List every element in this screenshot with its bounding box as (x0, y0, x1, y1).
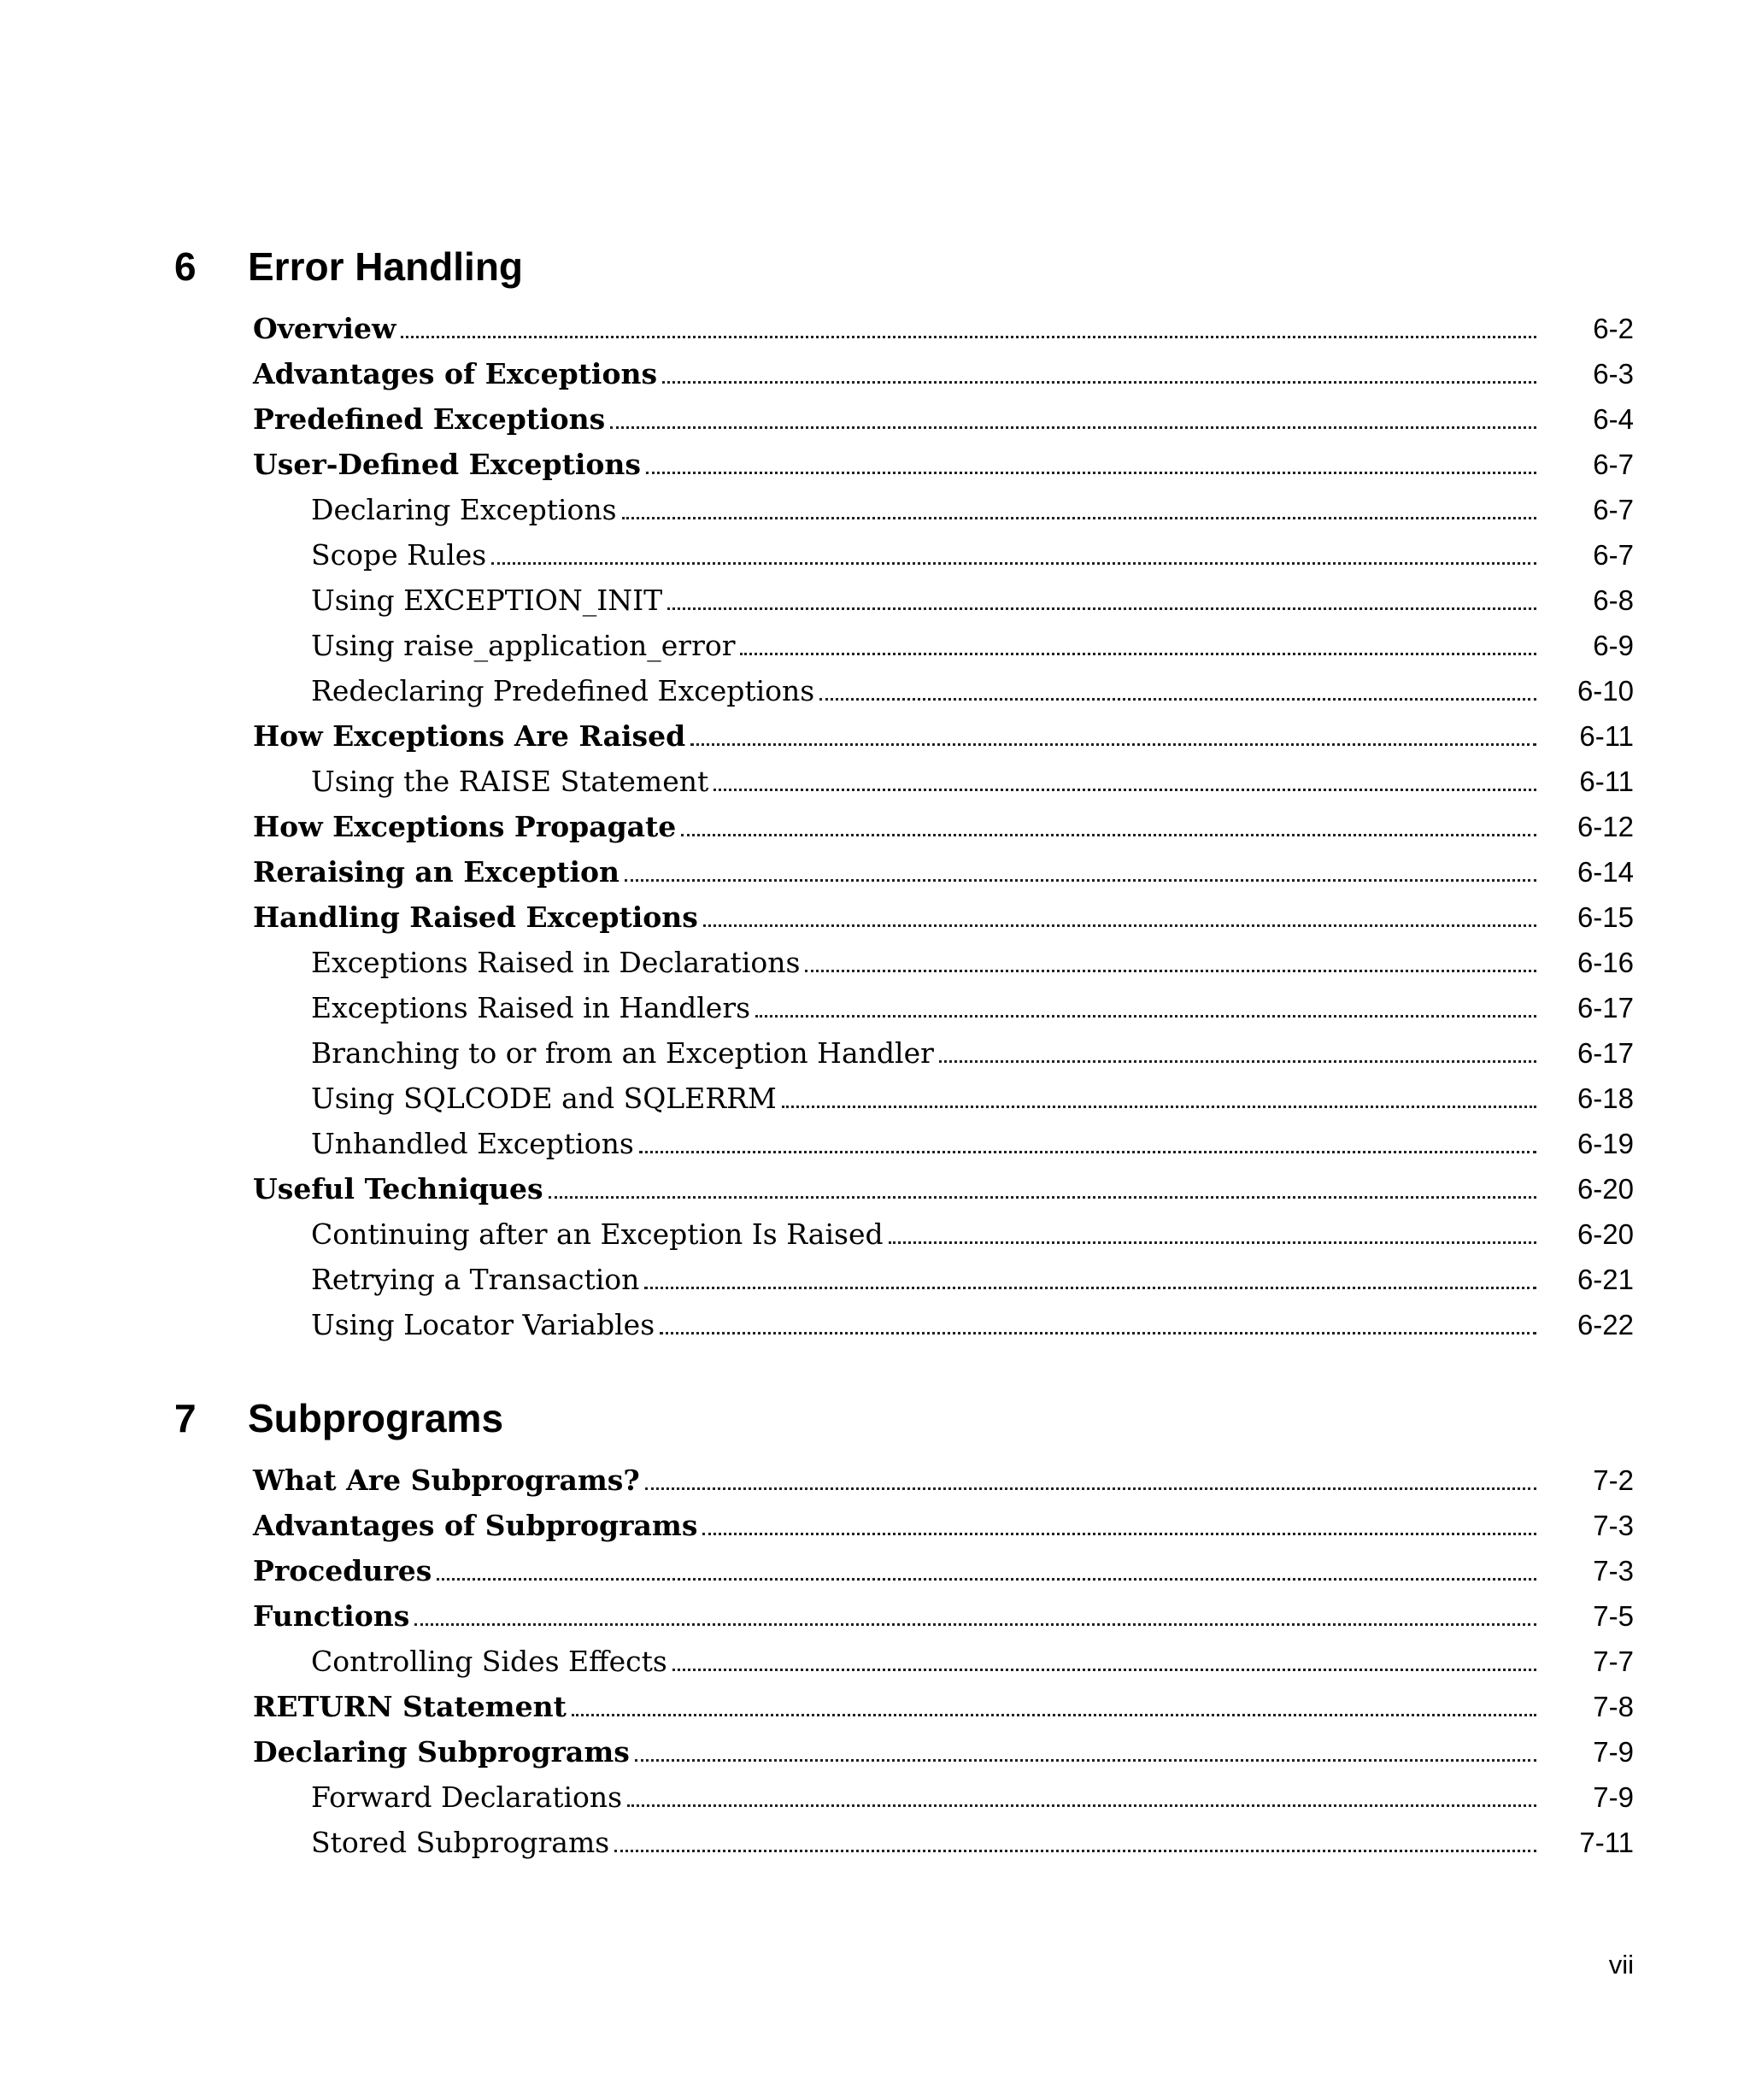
toc-entry-page[interactable]: 6-12 (1577, 811, 1634, 842)
toc-entry-page[interactable]: 6-7 (1593, 494, 1634, 525)
toc-entry[interactable] (253, 759, 1634, 804)
toc-entry-title[interactable]: Using raise_application_error (311, 629, 736, 662)
toc-entry-page[interactable]: 6-20 (1577, 1218, 1634, 1250)
toc-entry-title[interactable]: Using Locator Variables (311, 1308, 655, 1341)
toc-entry-title[interactable]: Declaring Exceptions (311, 493, 617, 526)
toc-entry[interactable] (253, 1684, 1634, 1729)
toc-entry[interactable] (253, 442, 1634, 487)
toc-entry[interactable] (253, 396, 1634, 442)
toc-entry[interactable] (253, 351, 1634, 396)
toc-entry[interactable] (253, 306, 1634, 351)
toc-entry-title[interactable]: Overview (253, 312, 396, 345)
toc-entry-page[interactable]: 6-17 (1577, 1037, 1634, 1069)
chapter-heading (0, 1393, 1750, 1444)
dot-leader (645, 1487, 1536, 1490)
page-folio: vii (1608, 1950, 1634, 1980)
toc-entry-page[interactable]: 6-8 (1593, 584, 1634, 616)
toc-entry-title[interactable]: Using SQLCODE and SQLERRM (311, 1082, 777, 1115)
toc-entry-page[interactable]: 6-11 (1579, 766, 1634, 797)
toc-entry[interactable] (253, 1030, 1634, 1076)
toc-entry-page[interactable]: 6-18 (1577, 1082, 1634, 1114)
toc-entry-page[interactable]: 6-22 (1577, 1309, 1634, 1340)
toc-entry[interactable] (253, 623, 1634, 668)
dot-leader (755, 1015, 1536, 1018)
toc-entry-title[interactable]: Redeclaring Predefined Exceptions (311, 674, 815, 707)
dot-leader (702, 1533, 1536, 1535)
toc-entry[interactable] (253, 1076, 1634, 1121)
toc-entry[interactable] (253, 1166, 1634, 1211)
toc-entry-page[interactable]: 6-7 (1593, 539, 1634, 571)
toc-entry-title[interactable]: Functions (253, 1599, 410, 1633)
toc-entry-page[interactable]: 6-3 (1593, 358, 1634, 390)
dot-leader (549, 1196, 1536, 1199)
dot-leader (714, 789, 1536, 791)
toc-entry[interactable] (253, 1639, 1634, 1684)
toc-entry[interactable] (253, 940, 1634, 985)
toc-entry-title[interactable]: Unhandled Exceptions (311, 1127, 634, 1160)
toc-entry-title[interactable]: Stored Subprograms (311, 1826, 610, 1859)
toc-entry-title[interactable]: Scope Rules (311, 538, 487, 572)
toc-entry-page[interactable]: 6-11 (1579, 720, 1634, 752)
dot-leader (627, 1804, 1536, 1807)
toc-entry-title[interactable]: How Exceptions Propagate (253, 810, 677, 843)
toc-entry-page[interactable]: 6-19 (1577, 1128, 1634, 1159)
toc-entry-title[interactable]: Forward Declarations (311, 1780, 623, 1814)
dot-leader (644, 1287, 1536, 1289)
toc-entry[interactable] (253, 985, 1634, 1030)
chapter-number: 6 (174, 244, 197, 289)
toc-entry-title[interactable]: Declaring Subprograms (253, 1735, 630, 1769)
toc-entry-page[interactable]: 6-16 (1577, 947, 1634, 978)
toc-entry[interactable] (253, 532, 1634, 578)
toc-entry[interactable] (253, 713, 1634, 759)
dot-leader (572, 1714, 1536, 1716)
toc-entry[interactable] (253, 1458, 1634, 1503)
dot-leader (610, 426, 1536, 429)
toc-entry-page[interactable]: 7-7 (1593, 1645, 1634, 1677)
toc-entry-title[interactable]: RETURN Statement (253, 1690, 567, 1723)
toc-entry-title[interactable]: What Are Subprograms? (253, 1464, 640, 1497)
toc-entry-title[interactable]: Procedures (253, 1554, 432, 1587)
toc-entry[interactable] (253, 1302, 1634, 1347)
toc-entry-page[interactable]: 7-11 (1579, 1827, 1634, 1858)
dot-leader (639, 1151, 1536, 1153)
toc-entry-page[interactable]: 7-3 (1593, 1510, 1634, 1541)
toc-entry-page[interactable]: 7-5 (1593, 1600, 1634, 1632)
toc-entry-page[interactable]: 6-17 (1577, 992, 1634, 1024)
dot-leader (491, 562, 1536, 565)
dot-leader (622, 517, 1536, 519)
dot-leader (414, 1623, 1536, 1626)
dot-leader (681, 834, 1536, 836)
toc-entry-title[interactable]: Useful Techniques (253, 1172, 543, 1205)
toc-entry-title[interactable]: User-Defined Exceptions (253, 448, 641, 481)
dot-leader (740, 653, 1536, 655)
toc-entry[interactable] (253, 1548, 1634, 1593)
toc-entry-page[interactable]: 6-7 (1593, 449, 1634, 480)
toc-entry[interactable] (253, 895, 1634, 940)
toc-entry[interactable] (253, 1774, 1634, 1820)
toc-entry-title[interactable]: Handling Raised Exceptions (253, 900, 698, 934)
toc-entry-page[interactable]: 6-14 (1577, 856, 1634, 888)
toc-entry-page[interactable]: 7-2 (1593, 1464, 1634, 1496)
toc-entry-title[interactable]: Predefined Exceptions (253, 402, 606, 436)
dot-leader (662, 381, 1536, 384)
toc-entry[interactable] (253, 1257, 1634, 1302)
toc-entry[interactable] (253, 1593, 1634, 1639)
toc-entry[interactable] (253, 578, 1634, 623)
toc-entry-page[interactable]: 6-21 (1577, 1264, 1634, 1295)
chapter-number: 7 (174, 1396, 197, 1440)
dot-leader (782, 1106, 1536, 1108)
toc-entry-page[interactable]: 6-15 (1577, 901, 1634, 933)
toc-entry-title[interactable]: Reraising an Exception (253, 855, 620, 889)
dot-leader (889, 1241, 1536, 1244)
toc-entry-title[interactable]: Controlling Sides Effects (311, 1645, 667, 1678)
dot-leader (703, 924, 1536, 927)
dot-leader (819, 698, 1536, 701)
toc-entry[interactable] (253, 1211, 1634, 1257)
toc-entry-title[interactable]: Branching to or from an Exception Handler (311, 1036, 934, 1070)
chapter-title: Subprograms (248, 1396, 504, 1440)
toc-entry-title[interactable]: Advantages of Subprograms (253, 1509, 698, 1542)
toc-entry-page[interactable]: 6-20 (1577, 1173, 1634, 1205)
toc-list (253, 306, 1634, 1347)
dot-leader (672, 1669, 1536, 1671)
toc-entry-page[interactable]: 6-2 (1593, 313, 1634, 344)
toc-entry[interactable] (253, 1121, 1634, 1166)
dot-leader (646, 472, 1536, 474)
dot-leader (667, 607, 1536, 610)
chapter-heading (0, 241, 1750, 292)
dot-leader (635, 1759, 1536, 1762)
toc-entry-title[interactable]: Retrying a Transaction (311, 1263, 640, 1296)
toc-entry-title[interactable]: Exceptions Raised in Declarations (311, 946, 801, 979)
toc-entry[interactable] (253, 804, 1634, 849)
dot-leader (437, 1578, 1536, 1581)
toc-entry-title[interactable]: Using EXCEPTION_INIT (311, 584, 663, 617)
dot-leader (660, 1332, 1536, 1334)
dot-leader (805, 970, 1536, 972)
toc-entry-page[interactable]: 6-10 (1577, 675, 1634, 707)
toc-entry[interactable] (253, 1820, 1634, 1865)
dot-leader (401, 336, 1536, 338)
toc-entry-title[interactable]: Advantages of Exceptions (253, 357, 658, 390)
toc-entry-title[interactable]: Exceptions Raised in Handlers (311, 991, 751, 1024)
toc-entry-title[interactable]: Continuing after an Exception Is Raised (311, 1217, 884, 1251)
dot-leader (939, 1060, 1536, 1063)
toc-entry-title[interactable]: Using the RAISE Statement (311, 765, 709, 798)
dot-leader (690, 743, 1536, 746)
toc-entry[interactable] (253, 1729, 1634, 1774)
toc-entry[interactable] (253, 849, 1634, 895)
toc-entry-page[interactable]: 7-8 (1593, 1691, 1634, 1722)
toc-entry-title[interactable]: How Exceptions Are Raised (253, 719, 686, 753)
dot-leader (614, 1850, 1536, 1852)
toc-list (253, 1458, 1634, 1865)
toc-entry-page[interactable]: 6-4 (1593, 403, 1634, 435)
toc-entry-page[interactable]: 7-9 (1593, 1781, 1634, 1813)
toc-entry[interactable] (253, 1503, 1634, 1548)
toc-entry-page[interactable]: 7-9 (1593, 1736, 1634, 1768)
toc-entry[interactable] (253, 487, 1634, 532)
toc-entry[interactable] (253, 668, 1634, 713)
toc-entry-page[interactable]: 7-3 (1593, 1555, 1634, 1587)
dot-leader (625, 879, 1536, 882)
chapter-title: Error Handling (248, 244, 524, 289)
toc-entry-page[interactable]: 6-9 (1593, 630, 1634, 661)
